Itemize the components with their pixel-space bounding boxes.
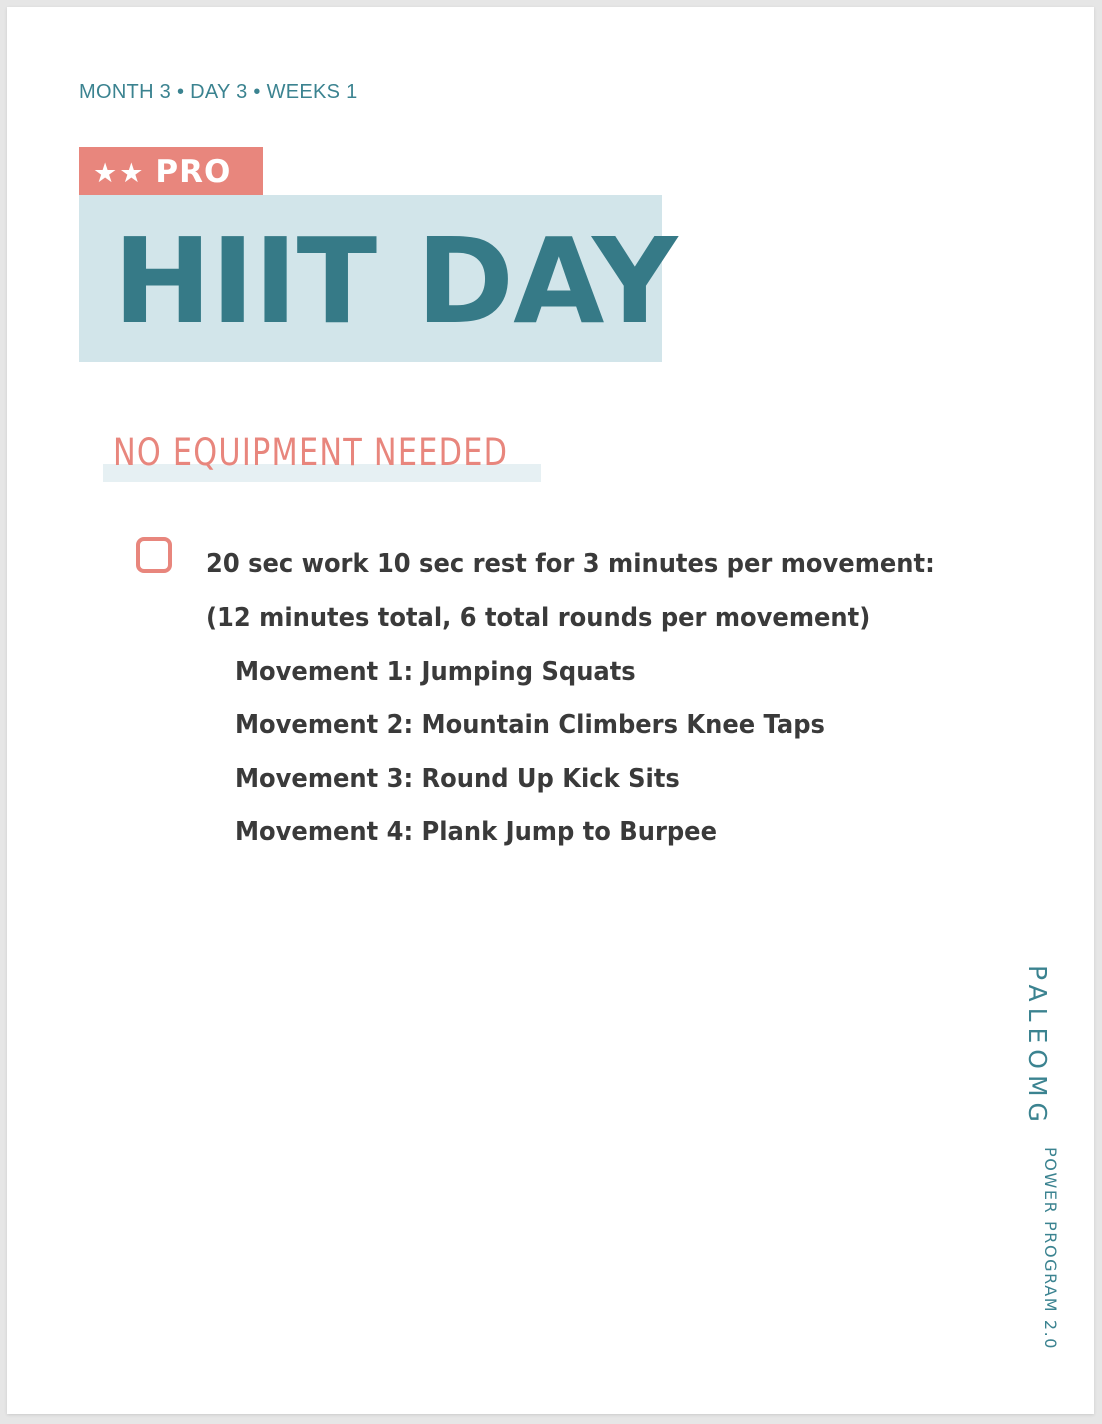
- workout-complete-checkbox[interactable]: [136, 537, 172, 573]
- brand-logo: PALEOMG: [1023, 965, 1052, 1128]
- page-title: HIIT DAY: [113, 212, 677, 350]
- workout-instruction: 20 sec work 10 sec rest for 3 minutes per movement:: [206, 549, 935, 579]
- document-page: [7, 7, 1094, 1414]
- level-badge: [79, 147, 263, 195]
- workout-summary: (12 minutes total, 6 total rounds per movement): [206, 603, 871, 633]
- movement-item: Movement 3: Round Up Kick Sits: [235, 764, 680, 794]
- movement-item: Movement 2: Mountain Climbers Knee Taps: [235, 710, 825, 740]
- title-banner: [79, 195, 677, 362]
- equipment-heading: NO EQUIPMENT NEEDED: [113, 431, 509, 474]
- schedule-meta: MONTH 3 • DAY 3 • WEEKS 1: [79, 81, 358, 103]
- level-label: PRO: [155, 154, 232, 190]
- program-name: POWER PROGRAM 2.0: [1041, 1147, 1060, 1351]
- movement-item: Movement 4: Plank Jump to Burpee: [235, 817, 717, 847]
- star-icon: ★★: [93, 158, 146, 189]
- movement-item: Movement 1: Jumping Squats: [235, 657, 636, 687]
